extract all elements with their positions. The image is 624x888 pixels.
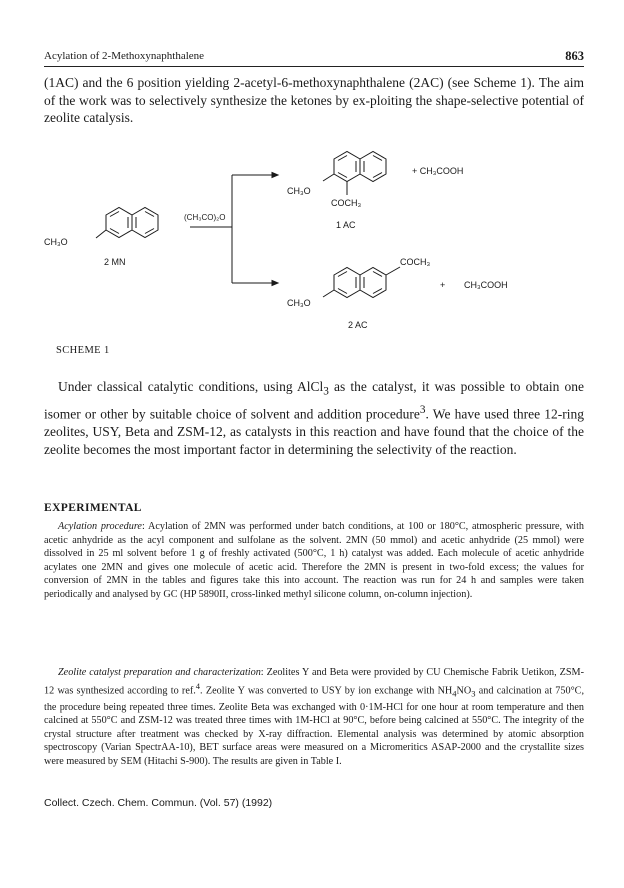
zeolite-text-a: : Zeolites Y and Beta were provided by CU Chemische Fabrik Uetikon, ZSM-12 was synthesized according to ref. — [44, 667, 584, 696]
nh4-subscript: 4 — [452, 688, 457, 699]
zeolite-preparation-paragraph — [44, 666, 584, 769]
no3-subscript: 3 — [471, 688, 476, 699]
zeolite-text-d: and calcination at 750°C, the procedure being repeated three times. Zeolite Beta was exchanged with 0·1M-HCl for one hour at room temperature and then calcined at 550°C and ZSM-12 was treated three times with 1M-HCl at 90°C, before being calcined at 550°C. The integrity of the crystal structure after treatment was checked by X-ray diffraction. Elemental analysis was determined by atomic absorption spectroscopy (Varian SpectrAA-10), BET surface areas were measured on a Micromeritics ASAP-2000 and the crystallite sizes were measured by SEM (Hitachi S-900). The results are given in Table I. — [44, 684, 584, 767]
journal-citation-footer: Collect. Czech. Chem. Commun. (Vol. 57) (1992) — [44, 797, 273, 809]
naphthalene-2ac-structure — [323, 267, 400, 298]
running-header — [44, 50, 584, 67]
running-title: Acylation of 2-Methoxynaphthalene — [44, 50, 205, 62]
reaction-scheme-drawing — [44, 150, 584, 340]
product2-acyl-label: COCH₃ — [400, 257, 431, 267]
alcl3-subscript: 3 — [323, 385, 329, 398]
naphthalene-2mn-structure — [96, 208, 158, 239]
product2-methoxy-label: CH₃O — [287, 298, 311, 308]
reference-4: 4 — [195, 680, 201, 691]
results-intro-text-b: as the catalyst, it was possible to obtain one isomer or other by suitable choice of solvent and addition procedure — [44, 379, 584, 422]
acylation-procedure-paragraph — [44, 520, 584, 602]
start-substituent-label: CH₃O — [44, 237, 68, 247]
acylation-procedure-title: Acylation procedure — [58, 521, 142, 532]
naphthalene-1ac-structure — [323, 152, 386, 196]
product1-methoxy-label: CH₃O — [287, 186, 311, 196]
product2-name: 2 AC — [348, 320, 368, 330]
experimental-heading: EXPERIMENTAL — [44, 502, 142, 514]
zeolite-text-b: . Zeolite Y was converted to USY by ion exchange with NH — [200, 684, 453, 696]
product1-acyl-label: COCH₃ — [331, 198, 362, 208]
page-number: 863 — [565, 49, 584, 63]
product2-plus-sign: + — [440, 280, 446, 290]
product2-byproduct: CH₃COOH — [464, 280, 508, 290]
intro-paragraph: (1AC) and the 6 position yielding 2-acetyl-6-methoxynaphthalene (2AC) (see Scheme 1). The aim of the work was to selectively synthesize the ketones by ex-ploiting the shape-selective potential of zeolite catalysis. — [44, 75, 584, 125]
product1-byproduct: + CH₃COOH — [412, 166, 464, 176]
results-intro-text-a: Under classical catalytic conditions, using AlCl — [58, 379, 324, 394]
results-intro-text-c: . We have used three 12-ring zeolites, USY, Beta and ZSM-12, as catalysts in this reaction and have found that the choice of the zeolite becomes the most important factor in determining the selectivity of the reaction. — [44, 406, 584, 458]
results-intro-paragraph — [44, 378, 584, 459]
product1-name: 1 AC — [336, 220, 356, 230]
zeolite-preparation-title: Zeolite catalyst preparation and characterization — [58, 667, 261, 678]
acylation-procedure-text: : Acylation of 2MN was performed under batch conditions, at 100 or 180°C, atmospheric pressure, with acetic anhydride as the acyl component and sulfolane as the solvent. 2MN (50 mmol) and acetic anhydride (25 mmol) were dissolved in 25 ml solvent before 1 g of freshly activated (500°C, 1 h) catalyst was added. Each molecule of acetic anhydride acylates one 2MN and gives one molecule of acetic acid. Therefore the 2MN is present in two-fold excess; the values for conversion of 2MN in the tables and figures take this into account. The reaction was run for 24 h and samples were taken periodically and analysed by GC (HP 5890II, cross-linked methyl silicone column, on-column injection). — [44, 521, 584, 600]
reference-3: 3 — [419, 403, 426, 416]
reaction-scheme — [44, 150, 584, 340]
start-compound-name: 2 MN — [104, 257, 126, 267]
reagent-label: (CH₃CO)₂O — [184, 213, 226, 222]
scheme-caption: SCHEME 1 — [56, 345, 110, 356]
zeolite-text-c: NO — [456, 684, 472, 696]
